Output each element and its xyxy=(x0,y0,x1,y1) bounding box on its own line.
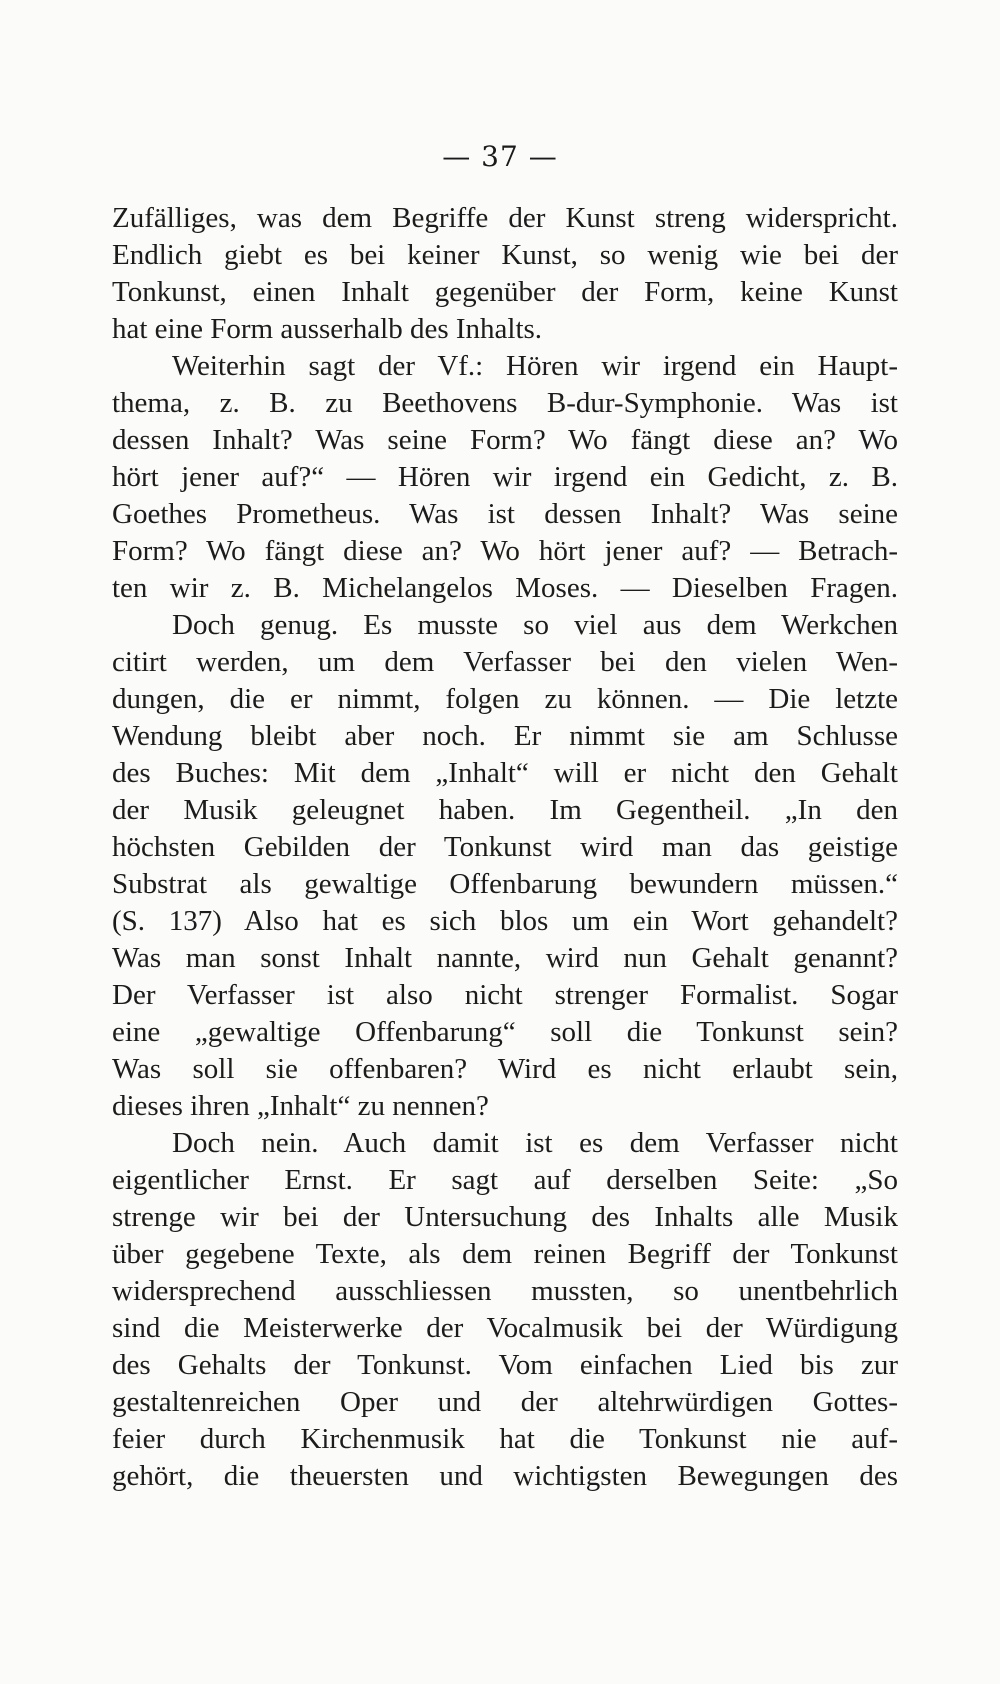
text-line: (S. 137) Also hat es sich blos um ein Wort gehandelt? xyxy=(112,905,898,937)
text-line: thema, z. B. zu Beethovens B-dur-Symphonie. Was ist xyxy=(112,387,898,419)
text-line: strenge wir bei der Untersuchung des Inhalts alle Musik xyxy=(112,1201,898,1233)
text-line: Substrat als gewaltige Offenbarung bewundern müssen.“ xyxy=(112,868,898,900)
text-line: hat eine Form ausserhalb des Inhalts. xyxy=(112,313,543,345)
text-line: dungen, die er nimmt, folgen zu können. — Die letzte xyxy=(112,683,898,715)
text-line: hört jener auf?“ — Hören wir irgend ein Gedicht, z. B. xyxy=(112,461,898,493)
text-line: Endlich giebt es bei keiner Kunst, so wenig wie bei der xyxy=(112,239,898,271)
text-line: Doch nein. Auch damit ist es dem Verfasser nicht xyxy=(172,1127,898,1159)
text-line: gehört, die theuersten und wichtigsten Bewegungen des xyxy=(112,1460,898,1492)
text-line: der Musik geleugnet haben. Im Gegentheil. „In den xyxy=(112,794,898,826)
text-line: Zufälliges, was dem Begriffe der Kunst streng widerspricht. xyxy=(112,202,898,234)
text-line: höchsten Gebilden der Tonkunst wird man das geistige xyxy=(112,831,898,863)
text-line: widersprechend ausschliessen mussten, so unentbehrlich xyxy=(112,1275,898,1307)
text-line: Doch genug. Es musste so viel aus dem Werkchen xyxy=(172,609,898,641)
text-line: des Gehalts der Tonkunst. Vom einfachen Lied bis zur xyxy=(112,1349,898,1381)
text-line: Der Verfasser ist also nicht strenger Formalist. Sogar xyxy=(112,979,898,1011)
text-line: gestaltenreichen Oper und der altehrwürdigen Gottes- xyxy=(112,1386,898,1418)
text-line: dessen Inhalt? Was seine Form? Wo fängt diese an? Wo xyxy=(112,424,898,456)
text-line: dieses ihren „Inhalt“ zu nennen? xyxy=(112,1090,489,1122)
text-line: über gegebene Texte, als dem reinen Begriff der Tonkunst xyxy=(112,1238,898,1270)
text-line: Was soll sie offenbaren? Wird es nicht erlaubt sein, xyxy=(112,1053,898,1085)
text-line: Goethes Prometheus. Was ist dessen Inhalt? Was seine xyxy=(112,498,898,530)
text-line: eigentlicher Ernst. Er sagt auf derselben Seite: „So xyxy=(112,1164,898,1196)
text-line: eine „gewaltige Offenbarung“ soll die Tonkunst sein? xyxy=(112,1016,898,1048)
text-line: citirt werden, um dem Verfasser bei den vielen Wen- xyxy=(112,646,898,678)
text-line: Was man sonst Inhalt nannte, wird nun Gehalt genannt? xyxy=(112,942,898,974)
page-number: — 37 — xyxy=(442,140,558,173)
text-line: Form? Wo fängt diese an? Wo hört jener auf? — Betrach- xyxy=(112,535,898,567)
text-line: Weiterhin sagt der Vf.: Hören wir irgend ein Haupt- xyxy=(172,350,898,382)
text-line: feier durch Kirchenmusik hat die Tonkunst nie auf- xyxy=(112,1423,898,1455)
text-line: des Buches: Mit dem „Inhalt“ will er nicht den Gehalt xyxy=(112,757,898,789)
text-line: sind die Meisterwerke der Vocalmusik bei der Würdigung xyxy=(112,1312,898,1344)
body-text xyxy=(112,200,898,1495)
text-line: Wendung bleibt aber noch. Er nimmt sie am Schlusse xyxy=(112,720,898,752)
text-line: Tonkunst, einen Inhalt gegenüber der Form, keine Kunst xyxy=(112,276,898,308)
text-line: ten wir z. B. Michelangelos Moses. — Dieselben Fragen. xyxy=(112,572,898,604)
